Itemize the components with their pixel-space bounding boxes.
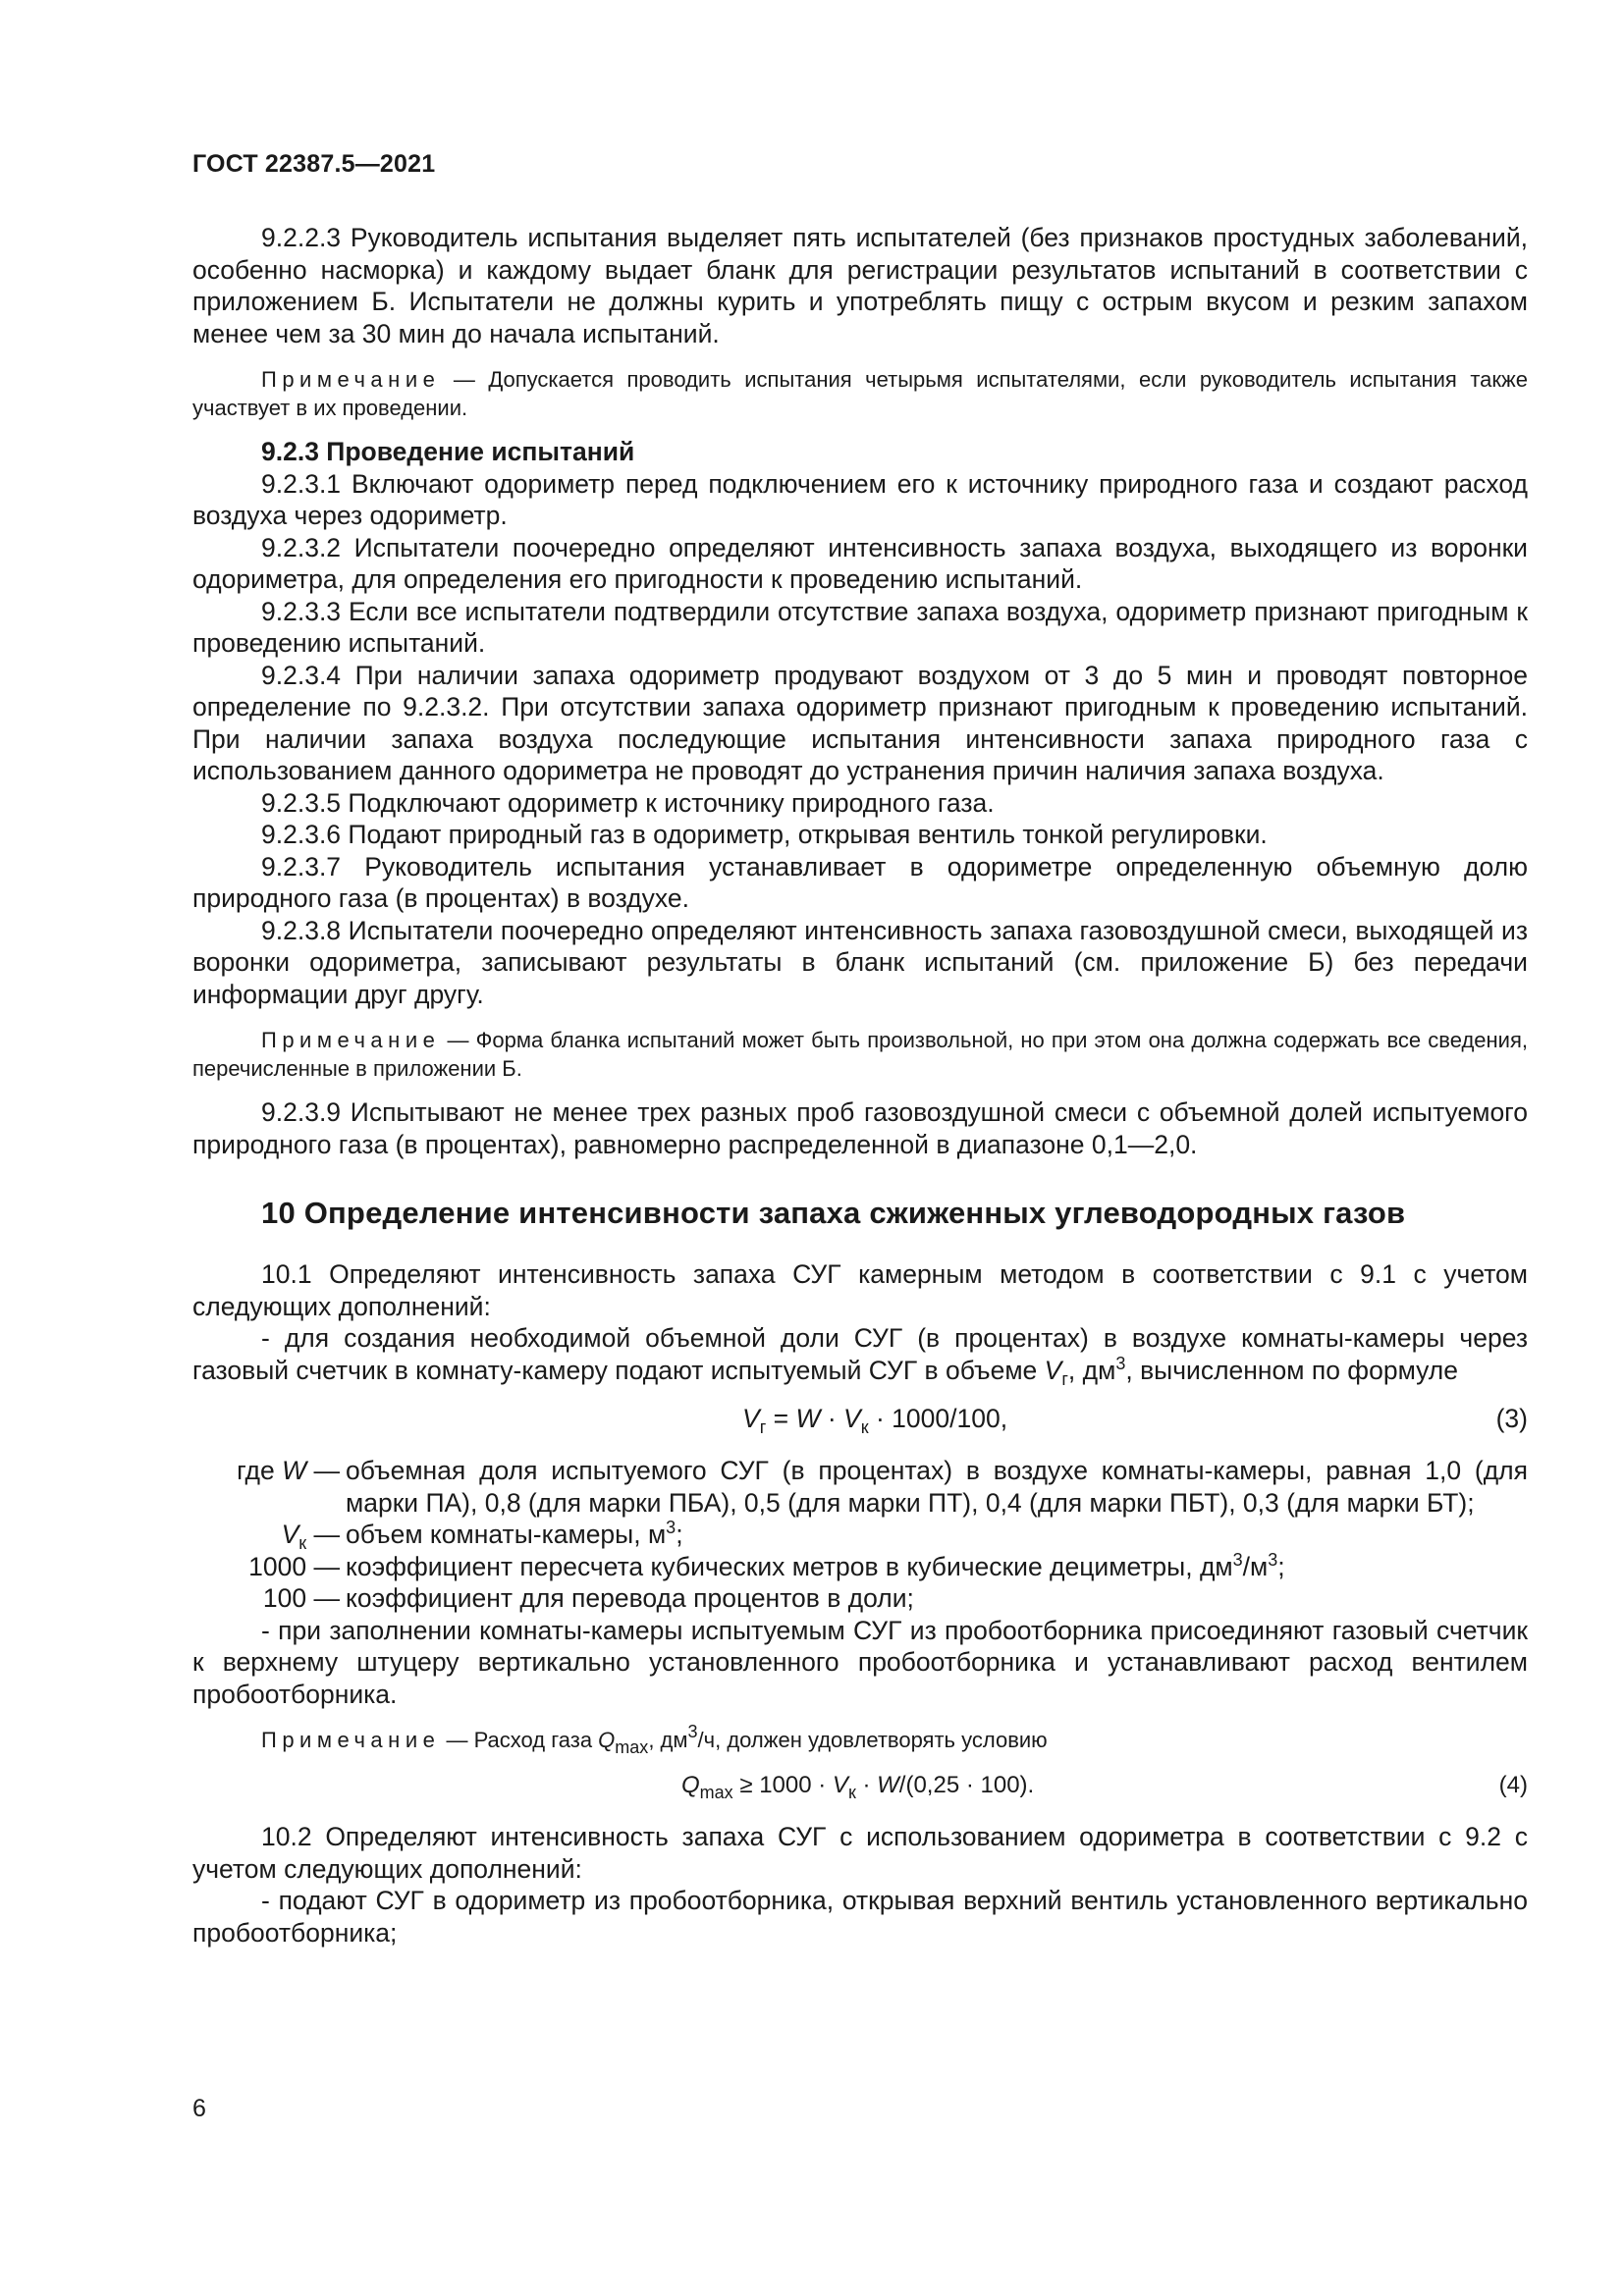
text-run: — Расход газа	[440, 1728, 599, 1752]
superscript: 3	[1232, 1549, 1243, 1570]
text-run: ·	[855, 1772, 878, 1798]
superscript: 3	[1115, 1353, 1126, 1373]
paragraph-10-1-b: - при заполнении комнаты-камеры испытуемым СУГ из пробоотборника присоединяют газовый счетчик к верхнему штуцеру вертикально установленного пробоотборника и устанавливают расход вентилем пробоотборника.	[192, 1615, 1528, 1709]
document-header: ГОСТ 22387.5—2021	[192, 150, 436, 178]
subscript: к	[298, 1533, 307, 1553]
where-100-text: коэффициент для перевода процентов в доли;	[346, 1583, 914, 1613]
paragraph-9-2-3-6: 9.2.3.6 Подают природный газ в одориметр, открывая вентиль тонкой регулировки.	[261, 820, 1268, 849]
text-run: , дм	[1067, 1355, 1116, 1385]
text-run: ;	[676, 1520, 683, 1549]
paragraph-9-2-3-3: 9.2.3.3 Если все испытатели подтвердили отсутствие запаха воздуха, одориметр признают пригодным к проведению испытаний.	[192, 596, 1528, 658]
note-1-text: — Допускается проводить испытания четырьмя испытателями, если руководитель испытания также участвует в их проведении.	[192, 367, 1528, 420]
formula-4-expression	[681, 1772, 1035, 1802]
page-content	[192, 222, 1528, 1949]
subscript: к	[847, 1783, 856, 1802]
text-run: - для создания необходимой объемной доли СУГ (в процентах) в воздухе комнаты-камеры через газовый счетчик в комнату-камеру подают испытуемый СУГ в объеме	[192, 1323, 1528, 1385]
text-run: ;	[1277, 1551, 1285, 1581]
note-2	[192, 1026, 1528, 1083]
text-run: /м	[1242, 1551, 1269, 1581]
text-run: · 1000/100,	[868, 1404, 1008, 1433]
where-w-label: где W —	[237, 1456, 340, 1485]
where-vk-label	[192, 1519, 340, 1551]
formula-3-number: (3)	[1495, 1404, 1528, 1433]
formula-3	[192, 1400, 1528, 1445]
page-number: 6	[192, 2095, 206, 2122]
text-run: ≥ 1000 ·	[732, 1772, 833, 1798]
variable-w: W	[877, 1772, 899, 1798]
superscript: 3	[1268, 1549, 1278, 1570]
variable-v: V	[843, 1404, 861, 1433]
text-run: =	[766, 1404, 796, 1433]
subscript: max	[699, 1783, 733, 1802]
paragraph-10-2-a: - подают СУГ в одориметр из пробоотборника, открывая верхний вентиль установленного вертикально пробоотборника;	[192, 1886, 1528, 1948]
text-run: /(0,25 · 100).	[898, 1772, 1035, 1798]
note-3	[192, 1722, 1528, 1757]
variable-v: V	[1044, 1355, 1062, 1385]
paragraph-10-2: 10.2 Определяют интенсивность запаха СУГ с использованием одориметра в соответствии с 9.2 с учетом следующих дополнений:	[192, 1822, 1528, 1884]
paragraph-10-1-a	[192, 1322, 1528, 1389]
note-label: Примечание	[261, 1728, 441, 1752]
paragraph-9-2-3-4: 9.2.3.4 При наличии запаха одориметр продувают воздухом от 3 до 5 мин и проводят повторное определение по 9.2.3.2. При отсутствии запаха одориметр признают пригодным к проведению испытаний. При наличии запаха воздуха последующие испытания интенсивности запаха природного газа с использованием данного одориметра не проводят до устранения причин наличия запаха воздуха.	[192, 660, 1528, 785]
where-vk-text	[340, 1519, 1528, 1551]
paragraph-9-2-3-9: 9.2.3.9 Испытывают не менее трех разных проб газовоздушной смеси с объемной долей испытуемого природного газа (в процентах), равномерно распределенной в диапазоне 0,1—2,0.	[192, 1097, 1528, 1159]
formula-3-expression	[742, 1404, 1008, 1437]
subscript: к	[860, 1417, 869, 1437]
variable-v: V	[742, 1404, 760, 1433]
subscript: г	[1061, 1368, 1068, 1389]
variable-v: V	[832, 1772, 848, 1798]
where-1000-label: 1000 —	[248, 1551, 340, 1581]
superscript: 3	[687, 1722, 698, 1741]
section-heading-10: 10 Определение интенсивности запаха сжиженных углеводородных газов	[261, 1196, 1406, 1230]
note-1	[192, 365, 1528, 422]
where-100-label: 100 —	[262, 1583, 340, 1613]
paragraph-10-1: 10.1 Определяют интенсивность запаха СУГ камерным методом в соответствии с 9.1 с учетом следующих дополнений:	[192, 1259, 1528, 1321]
text-run: , вычисленном по формуле	[1125, 1355, 1458, 1385]
superscript: 3	[666, 1518, 677, 1537]
text-run: /ч, должен удовлетворять условию	[697, 1728, 1048, 1752]
subsection-heading-9-2-3: 9.2.3 Проведение испытаний	[261, 437, 635, 466]
paragraph-9-2-2-3: 9.2.2.3 Руководитель испытания выделяет пять испытателей (без признаков простудных заболеваний, особенно насморка) и каждому выдает бланк для регистрации результатов испытаний в соответствии с приложением Б. Испытатели не должны курить и употреблять пищу с острым вкусом и резким запахом менее чем за 30 мин до начала испытаний.	[192, 223, 1528, 348]
subscript: г	[759, 1417, 767, 1437]
text-run: ·	[820, 1404, 844, 1433]
variable-q: Q	[681, 1772, 700, 1798]
paragraph-9-2-3-5: 9.2.3.5 Подключают одориметр к источнику природного газа.	[261, 787, 995, 818]
note-2-text: — Форма бланка испытаний может быть произвольной, но при этом она должна содержать все сведения, перечисленные в приложении Б.	[192, 1028, 1528, 1081]
formula-4	[192, 1768, 1528, 1811]
text-run: коэффициент пересчета кубических метров в кубические дециметры, дм	[346, 1551, 1233, 1581]
text-run: —	[306, 1520, 340, 1549]
paragraph-9-2-3-7: 9.2.3.7 Руководитель испытания устанавливает в одориметре определенную объемную долю природного газа (в процентах) в воздухе.	[192, 851, 1528, 913]
text-run: объем комнаты-камеры, м	[346, 1520, 667, 1549]
where-w-text: объемная доля испытуемого СУГ (в процентах) в воздухе комнаты-камеры, равная 1,0 (для марки ПА), 0,8 (для марки ПБА), 0,5 (для марки ПТ), 0,4 (для марки ПБТ), 0,3 (для марки БТ);	[346, 1456, 1528, 1518]
variable-w: W	[795, 1404, 821, 1433]
where-1000-text	[340, 1551, 1528, 1583]
subscript: max	[615, 1737, 649, 1757]
where-list	[192, 1455, 1528, 1615]
variable-q: Q	[598, 1728, 616, 1752]
formula-4-number: (4)	[1498, 1772, 1528, 1798]
paragraph-9-2-3-2: 9.2.3.2 Испытатели поочередно определяют интенсивность запаха воздуха, выходящего из воронки одориметра, для определения его пригодности к проведению испытаний.	[192, 532, 1528, 594]
variable-v: V	[281, 1520, 299, 1549]
paragraph-9-2-3-8: 9.2.3.8 Испытатели поочередно определяют интенсивность запаха газовоздушной смеси, выходящей из воронки одориметра, записывают результаты в бланк испытаний (см. приложение Б) без передачи информации друг другу.	[192, 915, 1528, 1009]
note-label: Примечание	[261, 1028, 441, 1052]
note-label: Примечание	[261, 367, 441, 392]
paragraph-9-2-3-1: 9.2.3.1 Включают одориметр перед подключением его к источнику природного газа и создают расход воздуха через одориметр.	[192, 468, 1528, 530]
text-run: , дм	[648, 1728, 688, 1752]
